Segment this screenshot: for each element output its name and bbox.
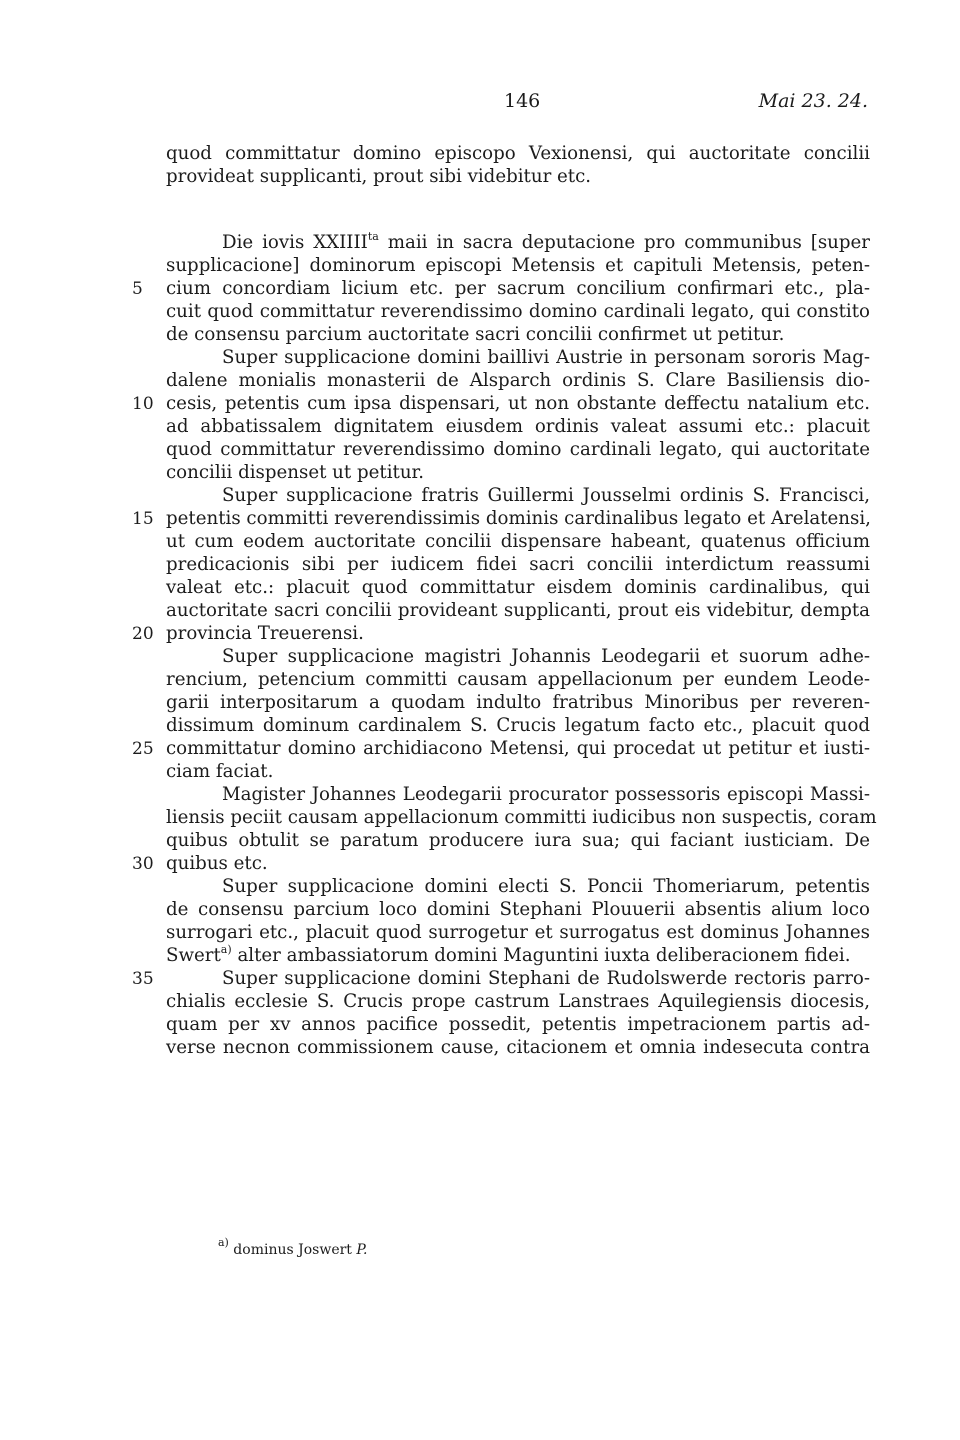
- text-line: quam per xv annos pacifice possedit, petentis impetracionem partis ad-: [166, 1014, 870, 1035]
- line-number: 5: [132, 279, 143, 299]
- text-line: garii interpositarum a quodam indulto fratribus Minoribus per reveren-: [166, 692, 870, 713]
- text-line: cium concordiam licium etc. per sacrum concilium confirmari etc., pla-: [166, 278, 870, 299]
- text-line: surrogari etc., placuit quod surrogetur et surrogatus est dominus Johannes: [166, 922, 870, 943]
- text-line: dissimum dominum cardinalem S. Crucis legatum facto etc., placuit quod: [166, 715, 870, 736]
- text-line: auctoritate sacri concilii provideant supplicanti, prout eis videbitur, dempta: [166, 600, 870, 621]
- text-line: Magister Johannes Leodegarii procurator possessoris episcopi Massi-: [222, 784, 870, 805]
- text-line: Super supplicacione domini electi S. Poncii Thomeriarum, petentis: [222, 876, 870, 897]
- line-number: 20: [132, 624, 154, 644]
- text-segment: Swert: [166, 945, 221, 966]
- text-line: petentis committi reverendissimis dominis cardinalibus legato et Arelatensi,: [166, 508, 871, 529]
- line-number: 35: [132, 969, 154, 989]
- text-line: valeat etc.: placuit quod committatur eisdem dominis cardinalibus, qui: [166, 577, 870, 598]
- text-line: provideat supplicanti, prout sibi videbitur etc.: [166, 166, 592, 187]
- line-number: 10: [132, 394, 154, 414]
- text-line: supplicacione] dominorum episcopi Metensis et capituli Metensis, peten-: [166, 255, 870, 276]
- text-line: rencium, petencium committi causam appellacionum per eundem Leode-: [166, 669, 870, 690]
- footnote: [218, 1236, 368, 1258]
- footnote-text: dominus Joswert: [228, 1242, 357, 1258]
- text-line: provincia Treuerensi.: [166, 623, 364, 644]
- line-number: 25: [132, 739, 154, 759]
- text-line: cesis, petentis cum ipsa dispensari, ut non obstante deffectu natalium etc.: [166, 393, 870, 414]
- superscript: ta: [367, 230, 379, 243]
- text-line: quod committatur reverendissimo domino cardinali legato, qui auctoritate: [166, 439, 870, 460]
- text-line: de consensu parcium loco domini Stephani Plouuerii absentis alium loco: [166, 899, 870, 920]
- text-line: verse necnon commissionem cause, citacionem et omnia indesecuta contra: [166, 1037, 870, 1058]
- text-line: quibus obtulit se paratum producere iura sua; qui faciant iusticiam. De: [166, 830, 870, 851]
- text-line: ut cum eodem auctoritate concilii dispensare habeant, quatenus officium: [166, 531, 870, 552]
- line-number: 30: [132, 854, 154, 874]
- line-number: 15: [132, 509, 154, 529]
- text-line: predicacionis sibi per iudicem fidei sacri concilii interdictum reassumi: [166, 554, 870, 575]
- text-line: Super supplicacione domini Stephani de Rudolswerde rectoris parro-: [222, 968, 870, 989]
- text-line: liensis peciit causam appellacionum committi iudicibus non suspectis, coram: [166, 807, 877, 828]
- text-line: chialis ecclesie S. Crucis prope castrum Lanstraes Aquilegiensis diocesis,: [166, 991, 870, 1012]
- text-line: ciam faciat.: [166, 761, 274, 782]
- text-line: quod committatur domino episcopo Vexionensi, qui auctoritate concilii: [166, 143, 870, 164]
- text-line: quibus etc.: [166, 853, 268, 874]
- text-line: committatur domino archidiacono Metensi, qui procedat ut petitur et iusti-: [166, 738, 870, 759]
- text-line: de consensu parcium auctoritate sacri concilii confirmet ut petitur.: [166, 324, 785, 345]
- running-head: Mai 23. 24.: [758, 90, 868, 112]
- text-line: [166, 945, 870, 967]
- text-segment: Die iovis XXIIII: [222, 232, 368, 253]
- text-line: dalene monialis monasterii de Alsparch ordinis S. Clare Basiliensis dio-: [166, 370, 870, 391]
- footnote-marker: a): [220, 943, 232, 956]
- text-line: Super supplicacione domini baillivi Austrie in personam sororis Mag-: [222, 347, 870, 368]
- text-line: [166, 232, 870, 254]
- text-segment: maii in sacra deputacione pro communibus [super: [378, 232, 870, 253]
- footnote-source: P.: [356, 1242, 368, 1258]
- footnote-marker: a): [218, 1236, 229, 1249]
- text-line: Super supplicacione magistri Johannis Leodegarii et suorum adhe-: [222, 646, 870, 667]
- text-line: cuit quod committatur reverendissimo domino cardinali legato, qui constito: [166, 301, 870, 322]
- page-number: 146: [504, 90, 541, 112]
- text-line: ad abbatissalem dignitatem eiusdem ordinis valeat assumi etc.: placuit: [166, 416, 870, 437]
- text-line: concilii dispenset ut petitur.: [166, 462, 425, 483]
- text-line: Super supplicacione fratris Guillermi Jousselmi ordinis S. Francisci,: [222, 485, 870, 506]
- text-segment: alter ambassiatorum domini Maguntini iuxta deliberacionem fidei.: [231, 945, 851, 966]
